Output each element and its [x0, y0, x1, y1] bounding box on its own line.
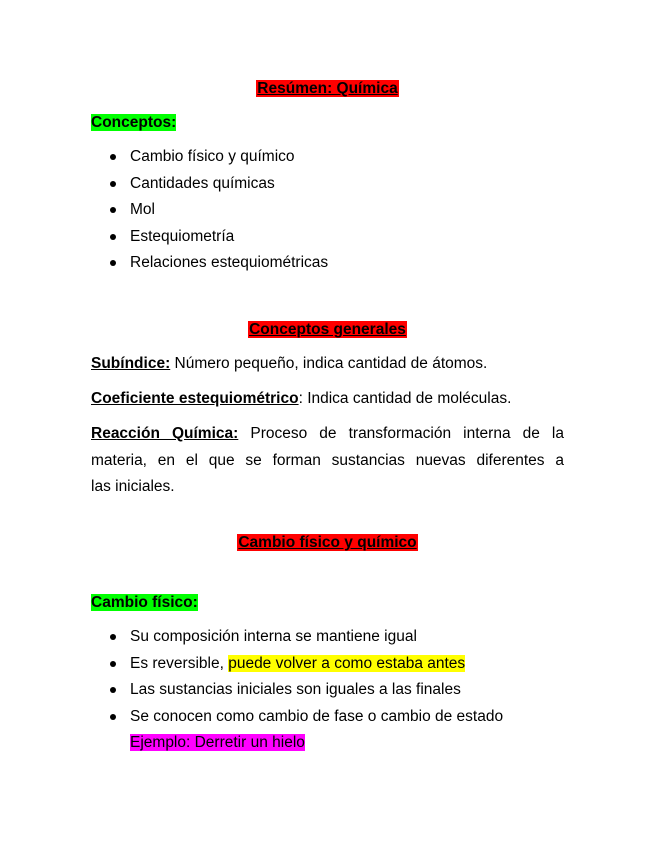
definition-subindice: Subíndice: Número pequeño, indica cantidad de átomos.: [91, 355, 488, 372]
bullet-icon: [110, 687, 116, 693]
section-title-generales: Conceptos generales: [249, 321, 406, 338]
conceptos-list: [91, 147, 328, 280]
list-item: Cambio físico y químico: [91, 147, 328, 174]
definition-coeficiente: Coeficiente estequiométrico: Indica cantidad de moléculas.: [91, 390, 512, 407]
list-item: Es reversible, puede volver a como estaba antes: [91, 654, 503, 681]
bullet-icon: [110, 207, 116, 213]
bullet-icon: [110, 260, 116, 266]
list-item: Su composición interna se mantiene igual: [91, 627, 503, 654]
conceptos-heading: Conceptos:: [91, 114, 177, 131]
list-item: Se conocen como cambio de fase o cambio de estado: [91, 707, 503, 734]
list-item: Las sustancias iniciales son iguales a las finales: [91, 680, 503, 707]
document-title: Resúmen: Química: [257, 80, 398, 97]
cambio-fisico-list: [91, 627, 503, 733]
cambio-fisico-heading: Cambio físico:: [91, 594, 198, 611]
list-item: Estequiometría: [91, 227, 328, 254]
bullet-icon: [110, 234, 116, 240]
list-item: Relaciones estequiométricas: [91, 253, 328, 280]
bullet-icon: [110, 661, 116, 667]
ejemplo-note: Ejemplo: Derretir un hielo: [130, 734, 305, 751]
paragraph-line: materia, en el que se forman sustancias nuevas diferentes a: [91, 451, 564, 469]
paragraph-line: Reacción Química: Proceso de transformación interna de la: [91, 425, 564, 442]
bullet-icon: [110, 714, 116, 720]
list-item: Mol: [91, 200, 328, 227]
bullet-icon: [110, 181, 116, 187]
definition-reaccion: [91, 421, 564, 501]
bullet-icon: [110, 634, 116, 640]
paragraph-line: las iniciales.: [91, 478, 175, 495]
bullet-icon: [110, 154, 116, 160]
section-title-cambio: Cambio físico y químico: [238, 534, 417, 551]
list-item: Cantidades químicas: [91, 174, 328, 201]
